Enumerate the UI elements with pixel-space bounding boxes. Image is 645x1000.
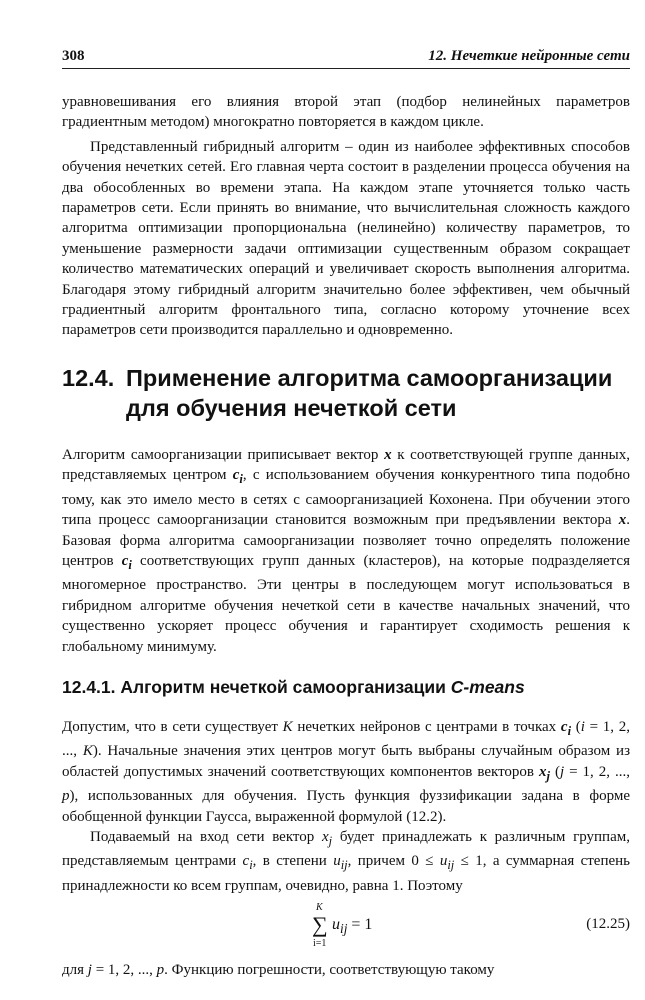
running-head [62, 46, 630, 69]
page-number: 308 [62, 48, 85, 64]
paragraph-membership: Подаваемый на вход сети вектор $x_j$ будет принадлежать к различным группам, представляемым центрами $c_i$, в степени $u_{ij}$, причем $0 \le u_{ij} \le 1$, а суммарная степень принадлежности ко всем группам, очевидно, равна 1. Поэтому [62, 828, 631, 894]
paragraph-self-organization: Алгоритм самоорганизации приписывает вектор x к соответствующей группе данных, представляемых центром $c_i$, с использованием обучения конкурентного типа подобно тому, как это имело место в сетях с самоорганизацией Кохонена. При обучении этого типа процесс самоорганизации становится возможным при предъявлении вектора x. Базовая форма алгоритма самоорганизации позволяет точно определять положение центров $c_i$ соответствующих групп данных (кластеров), на которые подразделяется многомерное пространство. Эти центры в последующем могут использоваться в гибридном алгоритме обучения нечеткой сети в качестве начальных значений, что существенно ускоряет процесс обучения и гарантирует сходимость решения к глобальному минимуму. [62, 446, 630, 655]
section-heading [62, 363, 630, 423]
equation-number: (12.25) [586, 916, 630, 933]
section-title-line2: для обучения нечеткой сети [126, 394, 457, 421]
equation-12-25 [62, 900, 630, 956]
center-c: $c_i$ [232, 467, 243, 487]
center-c: $c_i$ [121, 552, 132, 572]
sum-lower-limit: i=1 [313, 938, 327, 950]
page-body [62, 92, 630, 981]
sigma-symbol: ∑ [312, 912, 328, 938]
paragraph-hybrid-algorithm: Представленный гибридный алгоритм – один из наиболее эффективных способов обучения нечетких сетей. Его главная черта состоит в разделении процесса обучения на два обособленных во времени этапа. На каждом этапе уточняется только часть параметров сети. Если принять во внимание, что вычислительная сложность каждого алгоритма оптимизации пропорциональна (нелинейно) количеству параметров, то уменьшение размерности задачи оптимизации существенным образом сокращает количество математических операций и увеличивает скорость выполнения алгоритма. Благодаря этому гибридный алгоритм значительно более эффективен, чем обычный градиентный алгоритм фронтального типа, согласно которому уточнение всех параметров сети производится параллельно и одновременно. [62, 138, 630, 339]
section-number: 12.4. [62, 364, 115, 391]
chapter-title: 12. Нечеткие нейронные сети [428, 48, 630, 64]
paragraph-continued: уравновешивания его влияния второй этап (подбор нелинейных параметров градиентным методом) многократно повторяется в каждом цикле. [62, 94, 630, 131]
paragraph-c-means: Допустим, что в сети существует K нечетких нейронов с центрами в точках $c_i$ (i = 1, 2, ..., K). Начальные значения этих центров могут быть выбраны случайным образом из областей допустимых значений соответствующих компонентов векторов $x_j$ (j = 1, 2, ..., p), использованных для обучения. Пусть функция фуззификации задана в форме обобщенной функции Гаусса, выраженной формулой (12.2). [62, 718, 630, 825]
equation-term: $u_{ij} = 1$ [332, 916, 373, 937]
vector-x: x [384, 446, 392, 463]
paragraph-error-function: для j = 1, 2, ..., p. Функцию погрешности, соответствующую такому [62, 962, 495, 979]
subsection-heading: 12.4.1. Алгоритм нечеткой самоорганизации C-means [62, 676, 525, 697]
vector-x: x [618, 512, 627, 529]
section-title-line1: Применение алгоритма самоорганизации [126, 364, 613, 391]
sum-upper-limit: K [316, 902, 323, 914]
